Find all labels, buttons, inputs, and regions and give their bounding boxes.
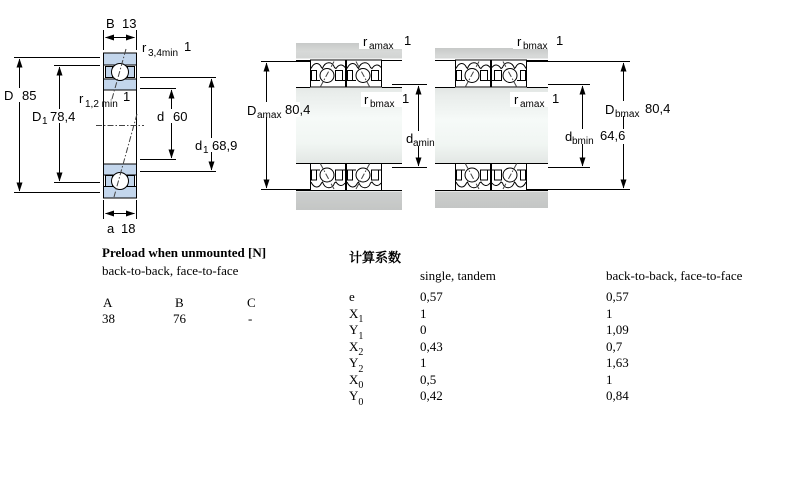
factor-subscript: 2	[358, 363, 364, 375]
factors-col2-header: back-to-back, face-to-face	[606, 268, 743, 283]
factor-value-paired: 1,09	[606, 322, 629, 337]
dim-d-value: 60	[173, 109, 188, 124]
dim-B-symbol: B	[106, 16, 115, 31]
factors-col1-header: single, tandem	[420, 268, 496, 283]
dim-D1-symbol: D	[32, 109, 42, 124]
factor-symbol: e	[349, 289, 355, 304]
dim-ramax-symbol: r	[363, 34, 368, 49]
dim-rbmax-subscript: bmax	[370, 99, 395, 110]
dim-D-value: 85	[22, 88, 37, 103]
dim-dbmin-value: 64,6	[600, 128, 626, 143]
dim-r12-subscript: 1,2 min	[85, 99, 118, 110]
factor-value-paired: 0,84	[606, 388, 629, 403]
dim-ramax-subscript: amax	[520, 99, 545, 110]
dim-D1-subscript: 1	[42, 116, 48, 127]
dim-Damax-value: 80,4	[285, 102, 311, 117]
factor-value-single: 0,42	[420, 388, 443, 403]
single-bearing-cross-section	[96, 49, 144, 198]
factor-subscript: 0	[358, 380, 364, 392]
dim-damin-subscript: amin	[413, 138, 435, 149]
dim-d1-value: 68,9	[212, 138, 238, 153]
factor-value-single: 0	[420, 322, 427, 337]
dim-Dbmax-value: 80,4	[645, 101, 671, 116]
dim-ramax-symbol: r	[514, 92, 519, 107]
preload-table-subtitle: back-to-back, face-to-face	[102, 263, 239, 278]
preload-col-C: C	[247, 295, 256, 310]
dim-Dbmax-subscript: bmax	[615, 109, 640, 120]
factor-subscript: 0	[358, 396, 364, 408]
dim-ramax-value: 1	[552, 91, 560, 106]
dim-D-symbol: D	[4, 88, 14, 103]
preload-value-A: 38	[102, 311, 115, 326]
dim-r12-symbol: r	[79, 91, 84, 106]
factor-value-single: 0,43	[420, 338, 443, 354]
factor-value-paired: 0,57	[606, 289, 629, 304]
dim-d1-subscript: 1	[203, 145, 209, 156]
factor-value-paired: 0,7	[606, 338, 623, 354]
dim-a-value: 18	[121, 221, 136, 236]
factor-subscript: 1	[358, 314, 364, 326]
dim-d-symbol: d	[157, 109, 165, 124]
dim-r12-value: 1	[123, 89, 131, 104]
factor-symbol: X	[349, 305, 359, 321]
dim-damin-symbol: d	[406, 131, 414, 146]
preload-value-C: -	[248, 311, 253, 326]
dim-ramax-value: 1	[404, 33, 412, 48]
dim-rbmax-value: 1	[556, 33, 564, 48]
dim-Dbmax-symbol: D	[605, 102, 615, 117]
bearing-drawings	[0, 0, 800, 244]
preload-table-title: Preload when unmounted [N]	[102, 245, 267, 260]
pair-back-to-back-drawing	[245, 33, 467, 210]
dim-Damax-subscript: amax	[257, 110, 282, 121]
preload-col-A: A	[103, 295, 113, 310]
dim-rbmax-subscript: bmax	[523, 41, 548, 52]
factor-value-single: 0,5	[420, 371, 437, 387]
preload-table	[102, 245, 322, 335]
dim-Damax-symbol: D	[247, 103, 257, 118]
dim-B-value: 13	[122, 16, 137, 31]
calculation-factors-table	[349, 247, 779, 417]
factors-table-title: 计算系数	[349, 250, 402, 265]
factor-value-single: 0,57	[420, 289, 443, 304]
dim-r34-value: 1	[184, 39, 192, 54]
factor-subscript: 1	[358, 330, 364, 342]
factor-subscript: 2	[358, 347, 364, 359]
factor-symbol: X	[349, 338, 359, 354]
dim-dbmin-symbol: d	[565, 129, 573, 144]
factor-symbol: X	[349, 371, 359, 387]
factor-symbol: Y	[349, 388, 359, 403]
dim-rbmax-symbol: r	[517, 34, 522, 49]
dim-d1-symbol: d	[195, 138, 203, 153]
dim-a-symbol: a	[107, 221, 115, 236]
factor-value-paired: 1,63	[606, 355, 629, 370]
dim-dbmin-subscript: bmin	[572, 136, 594, 147]
factor-value-paired: 1	[606, 305, 613, 321]
dim-rbmax-symbol: r	[364, 92, 369, 107]
factor-value-single: 1	[420, 355, 427, 370]
preload-value-B: 76	[173, 311, 186, 326]
pair-face-to-face-drawing	[435, 33, 674, 208]
factor-symbol: Y	[349, 322, 359, 337]
dim-r34-subscript: 3,4min	[148, 48, 179, 59]
factor-value-single: 1	[420, 305, 427, 321]
dim-r34-symbol: r	[142, 40, 147, 55]
dim-rbmax-value: 1	[402, 91, 410, 106]
factor-symbol: Y	[349, 355, 359, 370]
dim-ramax-subscript: amax	[369, 41, 394, 52]
dim-D1-value: 78,4	[50, 109, 76, 124]
factor-value-paired: 1	[606, 371, 613, 387]
preload-col-B: B	[175, 295, 184, 310]
